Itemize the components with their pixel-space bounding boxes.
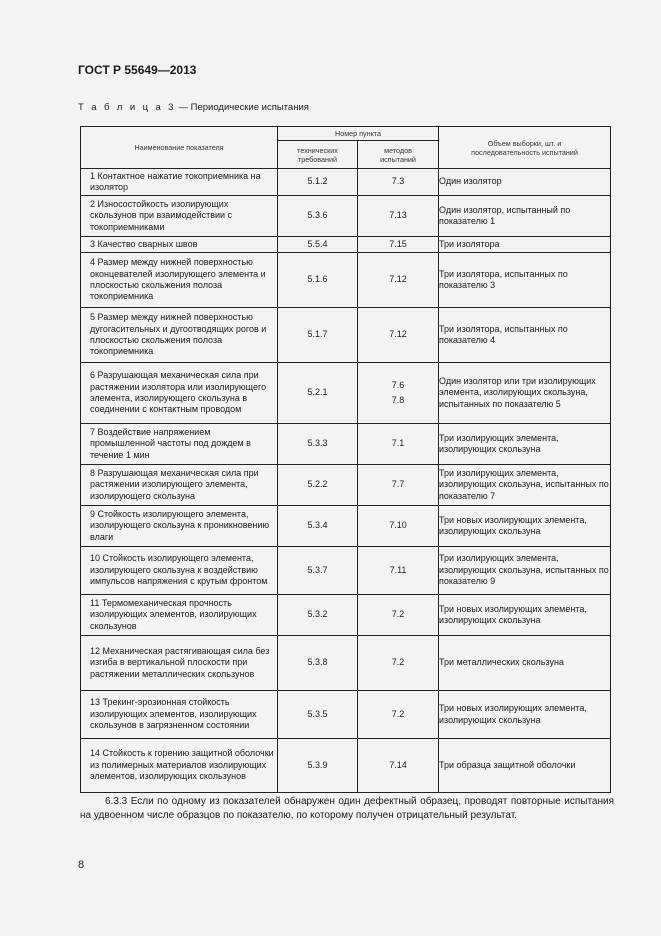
cell-sample-volume: Три новых изолирующих элемента, изолирующих скользуна (439, 595, 611, 636)
cell-test-method (358, 595, 439, 636)
cell-name (81, 196, 278, 237)
periodic-tests-table (80, 126, 611, 793)
cell-sample-volume: Три изолирующих элемента, изолирующих скользуна (439, 424, 611, 465)
cell-name (81, 465, 278, 506)
cell-tech-requirement: 5.2.2 (278, 465, 358, 506)
method-number-secondary: 7.8 (391, 394, 405, 405)
cell-name-text: 9 Стойкость изолирующего элемента, изолирующего скользуна к проникновению влаги (90, 508, 270, 542)
cell-sample-volume: Три образца защитной оболочки (439, 739, 611, 793)
cell-name-text: 8 Разрушающая механическая сила при растяжении изолирующего элемента, изолирующего скользуна (90, 467, 259, 501)
cell-tech-requirement: 5.1.7 (278, 308, 358, 363)
cell-name (81, 506, 278, 547)
cell-test-method (358, 465, 439, 506)
method-number: 7.6 (391, 380, 405, 391)
cell-name-text: 5 Размер между нижней поверхностью дугогасительных и дугоотводящих рогов и плоскостью скольжения полоза токоприемника (90, 312, 267, 357)
cell-tech-requirement: 5.3.9 (278, 739, 358, 793)
table-row (81, 253, 611, 308)
header-volume: Объем выборки, шт. и последовательность испытаний (439, 127, 611, 169)
cell-name-text: 10 Стойкость изолирующего элемента, изолирующего скользуна к воздействию импульсов напряжения с крутым фронтом (90, 553, 268, 587)
method-number: 7.7 (391, 479, 405, 490)
cell-test-method (358, 363, 439, 424)
method-number: 7.14 (389, 759, 407, 770)
cell-name (81, 424, 278, 465)
cell-name (81, 169, 278, 196)
cell-name (81, 308, 278, 363)
table-row (81, 308, 611, 363)
cell-name (81, 691, 278, 739)
cell-test-method (358, 739, 439, 793)
cell-name (81, 739, 278, 793)
header-name: Наименование показателя (81, 127, 278, 169)
cell-test-method (358, 424, 439, 465)
cell-sample-volume: Один изолятор (439, 169, 611, 196)
cell-tech-requirement: 5.2.1 (278, 363, 358, 424)
header-tech-requirements: технических требований (278, 141, 358, 169)
cell-sample-volume: Три изолятора, испытанных по показателю 4 (439, 308, 611, 363)
table-row (81, 196, 611, 237)
cell-tech-requirement: 5.5.4 (278, 237, 358, 253)
cell-name-text: 11 Термомеханическая прочность изолирующих элементов, изолирующих скользунов (90, 597, 257, 631)
cell-sample-volume: Три изолирующих элемента, изолирующих скользуна, испытанных по показателю 7 (439, 465, 611, 506)
method-number: 7.12 (389, 329, 407, 340)
method-number: 7.2 (391, 708, 405, 719)
table-caption-text: — Периодические испытания (175, 102, 309, 113)
table-row (81, 506, 611, 547)
cell-name (81, 636, 278, 691)
table-row (81, 237, 611, 253)
table-row (81, 363, 611, 424)
header-test-methods: методов испытаний (358, 141, 439, 169)
cell-name (81, 253, 278, 308)
cell-name-text: 14 Стойкость к горению защитной оболочки из полимерных материалов изолирующих элементов, изолирующих скользунов (90, 748, 274, 782)
cell-tech-requirement: 5.3.7 (278, 547, 358, 595)
cell-sample-volume: Один изолятор или три изолирующих элемента, изолирующих скользуна, испытанных по показателю 5 (439, 363, 611, 424)
table-row (81, 465, 611, 506)
cell-sample-volume: Три изолирующих элемента, изолирующих скользуна, испытанных по показателю 9 (439, 547, 611, 595)
cell-sample-volume: Три металлических скользуна (439, 636, 611, 691)
table-row (81, 636, 611, 691)
table-caption (78, 102, 309, 113)
cell-name-text: 1 Контактное нажатие токоприемника на изолятор (90, 170, 261, 192)
cell-test-method (358, 547, 439, 595)
table-row (81, 595, 611, 636)
clause-6-3-3: 6.3.3 Если по одному из показателей обнаружен один дефектный образец, проводят повторные испытания на удвоенном числе образцов по показателю, по которому получен отрицательный результат. (80, 796, 614, 821)
cell-name-text: 7 Воздействие напряжением промышленной частоты под дождем в течение 1 мин (90, 426, 251, 460)
cell-name-text: 13 Трекинг-эрозионная стойкость изолирующих элементов, изолирующих скользунов в загрязненном состоянии (90, 697, 257, 731)
method-number: 7.11 (389, 564, 407, 575)
method-number: 7.2 (391, 657, 405, 668)
cell-tech-requirement: 5.3.8 (278, 636, 358, 691)
method-number: 7.3 (391, 176, 405, 187)
table-row (81, 691, 611, 739)
method-number: 7.15 (389, 238, 407, 249)
table-caption-prefix: Т а б л и ц а 3 (78, 102, 176, 113)
cell-tech-requirement: 5.3.3 (278, 424, 358, 465)
cell-tech-requirement: 5.3.6 (278, 196, 358, 237)
cell-tech-requirement: 5.3.2 (278, 595, 358, 636)
method-number: 7.1 (391, 438, 405, 449)
table-row (81, 739, 611, 793)
cell-name (81, 363, 278, 424)
cell-sample-volume: Три изолятора (439, 237, 611, 253)
cell-sample-volume: Один изолятор, испытанный по показателю 1 (439, 196, 611, 237)
cell-name-text: 4 Размер между нижней поверхностью оконцевателей изолирующего элемента и плоскостью скольжения полоза токоприемника (90, 257, 266, 302)
page-number: 8 (78, 859, 85, 871)
cell-test-method (358, 308, 439, 363)
method-number: 7.12 (389, 274, 407, 285)
cell-tech-requirement: 5.3.4 (278, 506, 358, 547)
header-point-number: Номер пункта (278, 127, 439, 141)
cell-name-text: 3 Качество сварных швов (90, 238, 198, 249)
cell-name-text: 2 Износостойкость изолирующих скользунов при взаимодействии с токоприемниками (90, 198, 233, 232)
cell-name (81, 547, 278, 595)
cell-name-text: 6 Разрушающая механическая сила при растяжении изолятора или изолирующего элемента, изолирующего скользуна в соединении с контактным проводом (90, 370, 267, 415)
cell-test-method (358, 253, 439, 308)
cell-name (81, 237, 278, 253)
cell-tech-requirement: 5.3.5 (278, 691, 358, 739)
cell-test-method (358, 237, 439, 253)
document-id: ГОСТ Р 55649—2013 (78, 63, 197, 77)
method-number: 7.2 (391, 609, 405, 620)
table-row (81, 547, 611, 595)
cell-test-method (358, 506, 439, 547)
cell-test-method (358, 169, 439, 196)
table-row (81, 424, 611, 465)
cell-test-method (358, 636, 439, 691)
method-number: 7.13 (389, 210, 407, 221)
cell-name (81, 595, 278, 636)
method-number: 7.10 (389, 520, 407, 531)
cell-tech-requirement: 5.1.6 (278, 253, 358, 308)
cell-sample-volume: Три изолятора, испытанных по показателю 3 (439, 253, 611, 308)
cell-sample-volume: Три новых изолирующих элемента, изолирующих скользуна (439, 691, 611, 739)
cell-tech-requirement: 5.1.2 (278, 169, 358, 196)
cell-test-method (358, 691, 439, 739)
cell-name-text: 12 Механическая растягивающая сила без изгиба в вертикальной плоскости при растяжении металлических скользунов (90, 645, 270, 679)
cell-sample-volume: Три новых изолирующих элемента, изолирующих скользуна (439, 506, 611, 547)
cell-test-method (358, 196, 439, 237)
table-row (81, 169, 611, 196)
